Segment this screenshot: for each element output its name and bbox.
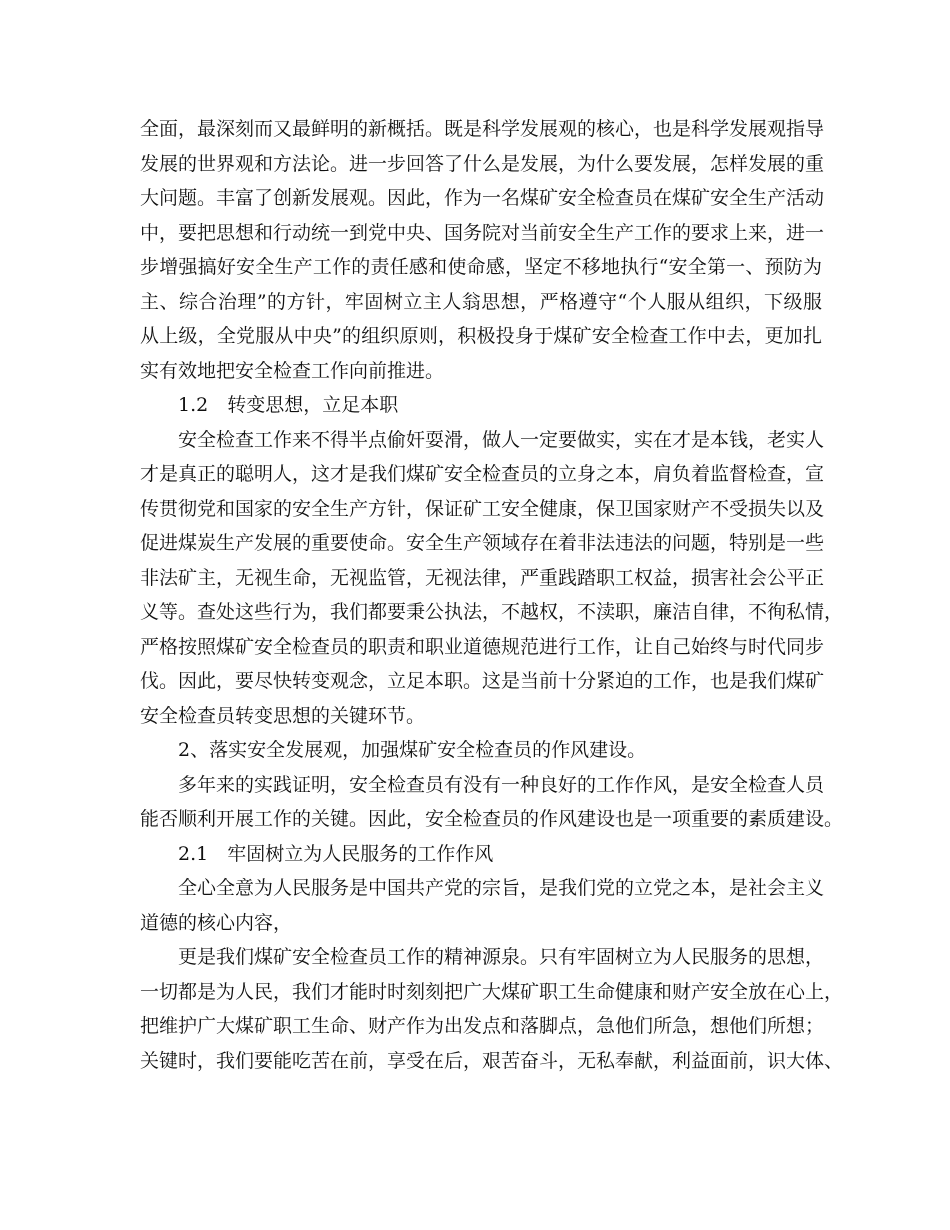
body-line: 步增强搞好安全生产工作的责任感和使命感，坚定不移地执行“安全第一、预防为 [140, 256, 822, 278]
body-line: 促进煤炭生产发展的重要使命。安全生产领域存在着非法违法的问题，特别是一些 [140, 532, 825, 554]
section-heading-2: 2、落实安全发展观，加强煤矿安全检查员的作风建设。 [178, 739, 647, 761]
body-line: 实有效地把安全检查工作向前推进。 [140, 359, 445, 382]
body-line: 才是真正的聪明人，这才是我们煤矿安全检查员的立身之本，肩负着监督检查，宣 [140, 463, 825, 485]
body-line: 从上级，全党服从中央”的组织原则，积极投身于煤矿安全检查工作中去，更加扎 [140, 325, 822, 347]
body-line: 伐。因此，要尽快转变观念，立足本职。这是当前十分紧迫的工作，也是我们煤矿 [140, 670, 825, 692]
body-line: 大问题。丰富了创新发展观。因此，作为一名煤矿安全检查员在煤矿安全生产活动 [140, 187, 825, 209]
section-heading-1-2: 1.2 转变思想，立足本职 [178, 394, 399, 416]
body-line: 一切都是为人民，我们才能时时刻刻把广大煤矿职工生命健康和财产安全放在心上， [140, 980, 844, 1003]
section-heading-2-1: 2.1 牢固树立为人民服务的工作作风 [178, 842, 494, 865]
body-line: 义等。查处这些行为，我们都要秉公执法，不越权，不渎职，廉洁自律，不徇私情， [140, 601, 844, 623]
body-line: 把维护广大煤矿职工生命、财产作为出发点和落脚点，急他们所急，想他们所想； [140, 1015, 825, 1037]
body-line: 传贯彻党和国家的安全生产方针，保证矿工安全健康，保卫国家财产不受损失以及 [140, 497, 825, 520]
body-line: 关键时，我们要能吃苦在前，享受在后，艰苦奋斗，无私奉献，利益面前，识大体、 [140, 1049, 844, 1072]
body-line: 能否顺利开展工作的关键。因此，安全检查员的作风建设也是一项重要的素质建设。 [140, 808, 844, 830]
body-line: 全心全意为人民服务是中国共产党的宗旨，是我们党的立党之本，是社会主义 [178, 877, 825, 899]
body-line: 道德的核心内容， [140, 911, 293, 934]
body-line: 非法矿主，无视生命，无视监管，无视法律，严重践踏职工权益，损害社会公平正 [140, 566, 825, 589]
body-line: 严格按照煤矿安全检查员的职责和职业道德规范进行工作，让自己始终与时代同步 [140, 635, 825, 658]
body-line: 安全检查员转变思想的关键环节。 [140, 704, 426, 727]
body-line: 安全检查工作来不得半点偷奸耍滑，做人一定要做实，实在才是本钱，老实人 [178, 428, 825, 451]
body-line: 多年来的实践证明，安全检查员有没有一种良好的工作作风，是安全检查人员 [178, 773, 825, 796]
body-line: 发展的世界观和方法论。进一步回答了什么是发展，为什么要发展，怎样发展的重 [140, 152, 825, 175]
body-line: 更是我们煤矿安全检查员工作的精神源泉。只有牢固树立为人民服务的思想， [178, 946, 825, 968]
body-line: 中，要把思想和行动统一到党中央、国务院对当前安全生产工作的要求上来，进一 [140, 221, 825, 244]
body-line: 主、综合治理”的方针，牢固树立主人翁思想，严格遵守“个人服从组织，下级服 [140, 290, 822, 313]
body-line: 全面，最深刻而又最鲜明的新概括。既是科学发展观的核心，也是科学发展观指导 [140, 118, 825, 140]
document-body [140, 112, 844, 1078]
